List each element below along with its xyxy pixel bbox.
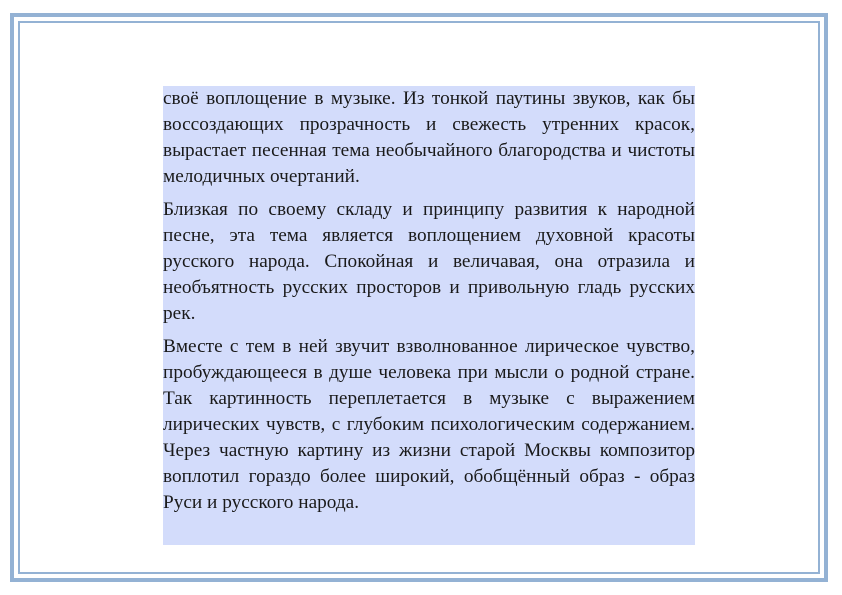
paragraph-3: Вместе с тем в ней звучит взволнованное лирическое чувство, пробуждающееся в душе человека при мысли о родной стране. Так картинность переплетается в музыке с выражением лирических чувств, с глубоким психологическим содержанием. Через частную картину из жизни старой Москвы композитор воплотил гораздо более широкий, обобщённый образ - образ Руси и русского народа.	[163, 336, 695, 513]
paragraph-1: своё воплощение в музыке. Из тонкой паутины звуков, как бы воссоздающих прозрачность и свежесть утренних красок, вырастает песенная тема необычайного благородства и чистоты мелодичных очертаний.	[163, 88, 695, 187]
text-block	[163, 86, 695, 545]
paragraph-2: Близкая по своему складу и принципу развития к народной песне, эта тема является воплощением духовной красоты русского народа. Спокойная и величавая, она отразила и необъятность русских просторов и привольную гладь русских рек.	[163, 199, 695, 324]
